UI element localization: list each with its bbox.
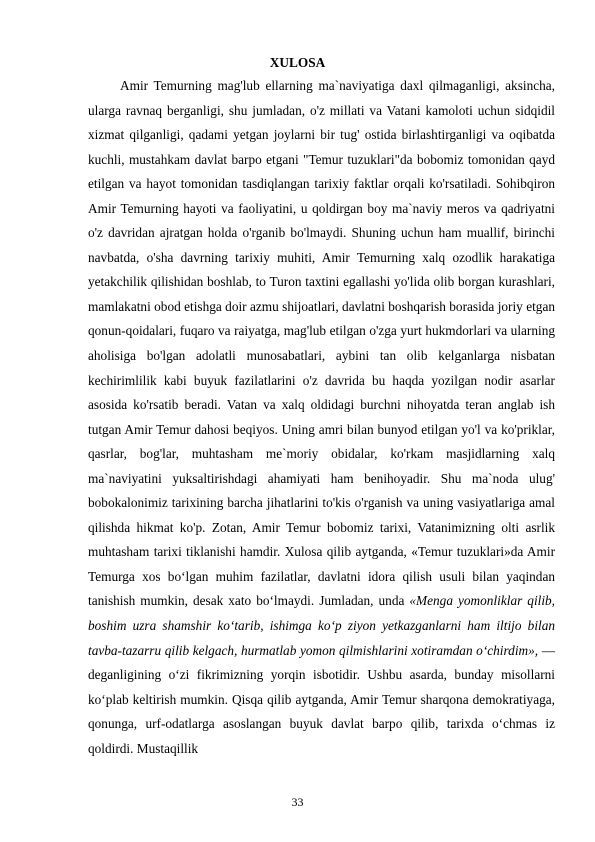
conclusion-paragraph xyxy=(88,74,555,761)
paragraph-main-text: Amir Temurning mag'lub ellarning ma`naviyatiga daxl qilmaganligi, aksincha, ularga ravnaq berganligi, shu jumladan, o'z millati va Vatani kamoloti uchun sidqidil xizmat qilganligi, qadami yetgan joylarni bir tug' ostida birlashtirganligi va oqibatda kuchli, mustahkam davlat barpo etgani "Temur tuzuklari"da bobomiz tomonidan qayd etilgan va hayot tomonidan tasdiqlangan tarixiy faktlar orqali ko'rsatiladi. Sohibqiron Amir Temurning hayoti va faoliyatini, u qoldirgan boy ma`naviy meros va qadriyatni o'z davridan ajratgan holda o'rganib bo'lmaydi. Shuning uchun ham muallif, birinchi navbatda, o'sha davrning tarixiy muhiti, Amir Temurning xalq ozodlik harakatiga yetakchilik qilishidan boshlab, to Turon taxtini egallashi yo'lida olib borgan kurashlari, mamlakatni obod etishga doir azmu shijoatlari, davlatni boshqarish borasida joriy etgan qonun-qoidalari, fuqaro va raiyatga, mag'lub etilgan o'zga yurt hukmdorlari va ularning aholisiga bo'lgan adolatli munosabatlari, aybini tan olib kelganlarga nisbatan kechirimlilik kabi buyuk fazilatlarini o'z davrida bu haqda yozilgan nodir asarlar asosida ko'rsatib beradi. Vatan va xalq oldidagi burchni nihoyatda teran anglab ish tutgan Amir Temur dahosi beqiyos. Uning amri bilan bunyod etilgan yo'l va ko'priklar, qasrlar, bog'lar, muhtasham me`moriy obidalar, ko'rkam masjidlarning xalq ma`naviyatini yuksaltirishdagi ahamiyati ham benihoyadir. Shu ma`noda ulug' bobokalonimiz tarixining barcha jihatlarini to'kis o'rganish va uning vasiyatlariga amal qilishda hikmat ko'p. Zotan, Amir Temur bobomiz tarixi, Vatanimizning olti asrlik muhtasham tarixi tiklanishi hamdir. Xulosa qilib aytganda, «Temur tuzuklari»da Amir Temurga xos bo‘lgan muhim fazilatlar, davlatni idora qilish usuli bilan yaqindan tanishish mumkin, desak xato bo‘lmaydi. Jumladan, unda xyxy=(88,78,555,609)
paragraph-tail-text: — deganligining o‘zi fikrimizning yorqin isbotidir. Ushbu asarda, bunday misollarni ko‘plab keltirish mumkin. Qisqa qilib aytganda, Amir Temur sharqona demokratiyaga, qonunga, urf-odatlarga asoslangan buyuk davlat barpo qilib, tarixda o‘chmas iz qoldirdi. Mustaqillik xyxy=(88,642,555,756)
section-title: XULOSA xyxy=(269,55,326,70)
page-number: 33 xyxy=(291,795,304,809)
quote-text: «Menga yomonliklar qilib, boshim uzra shamshir ko‘tarib, ishimga ko‘p ziyon yetkazganlarni ham iltijo bilan tavba-tazarru qilib kelgach, hurmatlab yomon qilmishlarini xotiramdan o‘chirdim», xyxy=(88,593,555,658)
